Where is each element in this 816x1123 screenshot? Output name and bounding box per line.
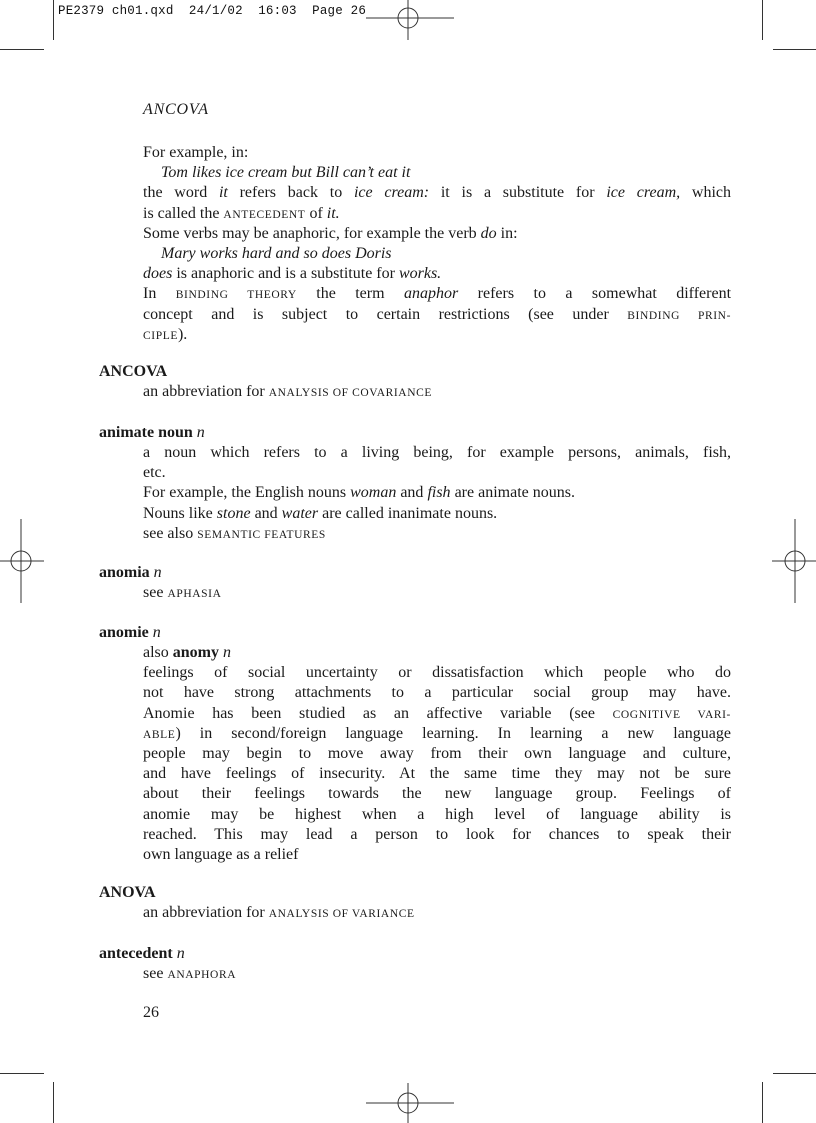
part-of-speech: n xyxy=(196,424,205,441)
text-line: people may begin to move away from their own language and culture, xyxy=(143,744,731,762)
text-line: see APHASIA xyxy=(143,584,222,601)
text-line: concept and is subject to certain restrictions (see under BINDING PRIN- xyxy=(143,305,731,323)
cross-reference: SEMANTIC FEATURES xyxy=(197,528,326,541)
entry-definition xyxy=(143,443,731,544)
entry-headword: ANOVA xyxy=(99,884,156,901)
example-sentence: Tom likes ice cream but Bill can’t eat it xyxy=(161,164,411,182)
text-line: For example, in: xyxy=(143,144,249,161)
crop-mark xyxy=(0,49,44,50)
crop-mark xyxy=(773,49,816,50)
cross-reference: APHASIA xyxy=(167,588,222,600)
text-line: In BINDING THEORY the term anaphor refers to a somewhat different xyxy=(143,285,732,303)
crop-mark xyxy=(53,0,54,40)
crop-mark xyxy=(762,0,763,40)
part-of-speech: n xyxy=(223,644,232,661)
text-line: CIPLE). xyxy=(143,325,188,343)
part-of-speech: n xyxy=(152,624,161,641)
entry-definition xyxy=(143,964,731,984)
entry-headword: ANCOVA xyxy=(99,363,168,380)
text-line: Nouns like stone and water are called inanimate nouns. xyxy=(143,504,498,522)
cross-reference: ABLE xyxy=(143,728,176,741)
entry-headword: animate noun n xyxy=(99,424,205,441)
text-line: own language as a relief xyxy=(143,845,299,863)
text-line: see ANAPHORA xyxy=(143,965,237,982)
text-line: about their feelings towards the new language group. Feelings of xyxy=(143,785,731,803)
text-line: the word it refers back to ice cream: it is a substitute for ice cream, which xyxy=(143,184,732,202)
text-line: Some verbs may be anaphoric, for example the verb do in: xyxy=(143,224,518,242)
cross-reference: BINDING THEORY xyxy=(175,289,297,302)
part-of-speech: n xyxy=(153,564,162,581)
text-line: an abbreviation for ANALYSIS OF VARIANCE xyxy=(143,904,415,921)
entry-headword: anomia n xyxy=(99,564,162,581)
text-line: is called the ANTECEDENT of it. xyxy=(143,204,340,222)
entry-continuation xyxy=(143,143,731,345)
crop-mark xyxy=(53,1082,54,1123)
cross-reference: ANALYSIS OF COVARIANCE xyxy=(268,387,433,399)
text-line: not have strong attachments to a particular social group may have. xyxy=(143,684,731,702)
text-line: etc. xyxy=(143,464,166,482)
entry-definition xyxy=(143,903,731,923)
text-line: a noun which refers to a living being, for example persons, animals, fish, xyxy=(143,444,731,461)
page-number: 26 xyxy=(143,1004,159,1021)
cross-reference: BINDING PRIN- xyxy=(627,309,731,322)
text-line: For example, the English nouns woman and fish are animate nouns. xyxy=(143,484,575,502)
text-line: feelings of social uncertainty or dissatisfaction which people who do xyxy=(143,664,731,682)
text-line: does is anaphoric and is a substitute for works. xyxy=(143,265,442,283)
cross-reference: CIPLE xyxy=(143,329,178,342)
text-line: reached. This may lead a person to look for chances to speak their xyxy=(143,825,731,843)
part-of-speech: n xyxy=(176,945,185,962)
entry-definition xyxy=(143,583,731,603)
text-line: anomie may be highest when a high level of language ability is xyxy=(143,805,731,823)
cross-reference: COGNITIVE VARI- xyxy=(612,708,731,721)
entry-headword: antecedent n xyxy=(99,945,185,962)
crop-mark xyxy=(0,1073,44,1074)
cross-reference: ANAPHORA xyxy=(167,969,237,981)
text-line: also anomy n xyxy=(143,644,232,661)
entry-definition xyxy=(143,382,731,402)
registration-mark-bottom xyxy=(366,1083,454,1123)
entry-definition xyxy=(143,643,731,865)
text-line: and have feelings of insecurity. At the same time they may not be sure xyxy=(143,765,731,783)
entry-headword: anomie n xyxy=(99,624,161,641)
registration-mark-right xyxy=(772,519,816,603)
cross-reference: ANALYSIS OF VARIANCE xyxy=(268,908,415,920)
registration-mark-top xyxy=(366,0,454,40)
registration-mark-left xyxy=(0,519,44,603)
crop-mark xyxy=(762,1082,763,1123)
example-sentence: Mary works hard and so does Doris xyxy=(161,244,392,262)
print-slug: PE2379 ch01.qxd 24/1/02 16:03 Page 26 xyxy=(58,4,367,18)
text-line: an abbreviation for ANALYSIS OF COVARIANCE xyxy=(143,383,433,400)
text-line: Anomie has been studied as an affective variable (see COGNITIVE VARI- xyxy=(143,704,731,722)
crop-mark xyxy=(773,1073,816,1074)
running-head: ANCOVA xyxy=(143,101,209,118)
cross-reference: ANTECEDENT xyxy=(223,208,306,221)
text-line: ABLE) in second/foreign language learning. In learning a new language xyxy=(143,724,731,742)
text-line: see also SEMANTIC FEATURES xyxy=(143,524,326,542)
